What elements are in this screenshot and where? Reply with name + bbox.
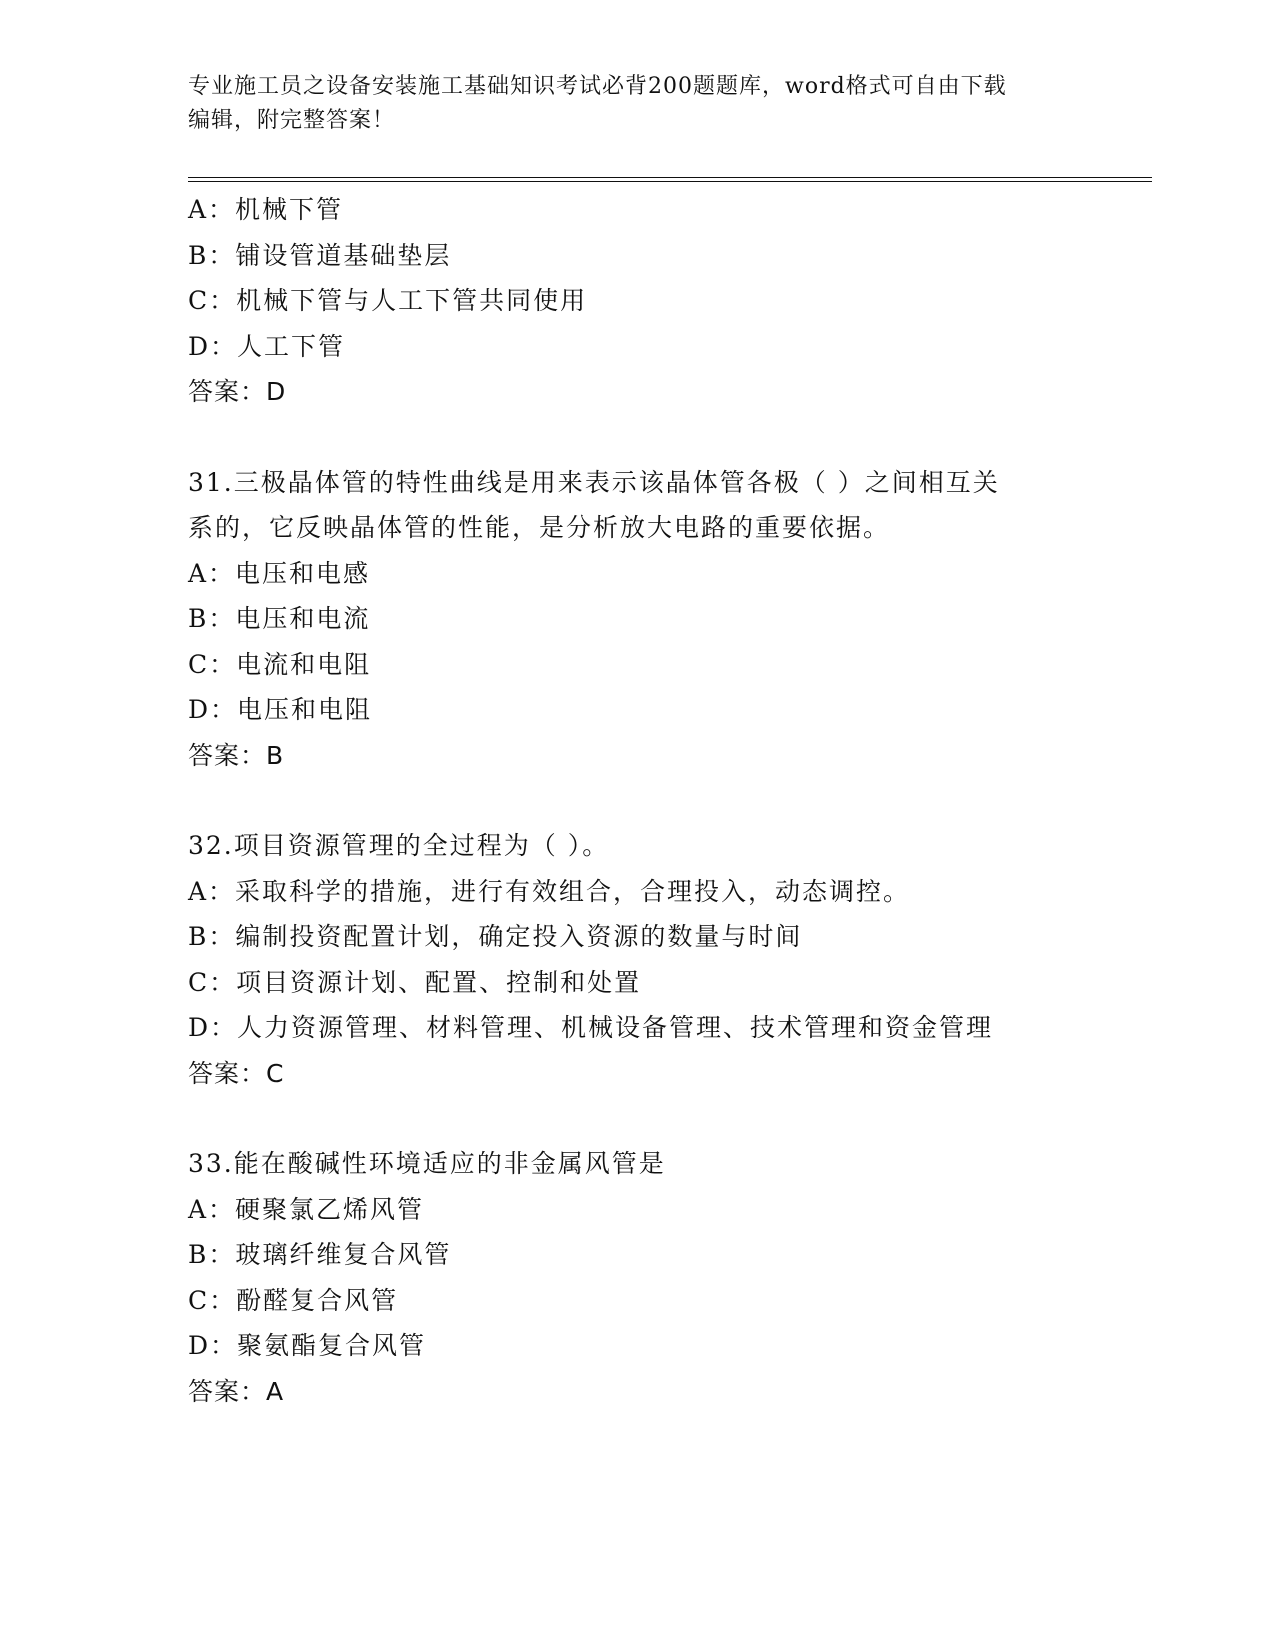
option-c: C：项目资源计划、配置、控制和处置 (188, 967, 642, 997)
answer-line: 答案：A (188, 1376, 285, 1406)
question-title: 31.三极晶体管的特性曲线是用来表示该晶体管各极（ ）之间相互关 (188, 467, 1000, 497)
option-c: C：酚醛复合风管 (188, 1285, 399, 1315)
header-rule-top (188, 177, 1152, 178)
document-header (188, 70, 1088, 138)
option-d: D：聚氨酯复合风管 (188, 1331, 427, 1360)
option-a: A：电压和电感 (188, 558, 371, 588)
option-a: A：硬聚氯乙烯风管 (188, 1194, 425, 1224)
option-a: A：采取科学的措施，进行有效组合，合理投入，动态调控。 (188, 876, 911, 906)
header-line-1: 专业施工员之设备安装施工基础知识考试必背200题题库，word格式可自由下载 (188, 74, 1007, 99)
option-b: B：编制投资配置计划，确定投入资源的数量与时间 (188, 922, 803, 951)
option-d: D：人力资源管理、材料管理、机械设备管理、技术管理和资金管理 (188, 1013, 994, 1042)
question-block-31 (188, 460, 1148, 779)
option-c: C：机械下管与人工下管共同使用 (188, 286, 588, 315)
option-c: C：电流和电阻 (188, 649, 372, 679)
option-b: B：电压和电流 (188, 604, 371, 633)
option-a: A：机械下管 (188, 195, 344, 224)
question-content (188, 187, 1148, 1414)
option-b: B：铺设管道基础垫层 (188, 240, 452, 270)
question-block-33 (188, 1141, 1148, 1414)
option-d: D：电压和电阻 (188, 695, 373, 724)
option-d: D：人工下管 (188, 331, 346, 361)
question-block-30 (188, 187, 1148, 415)
header-rule-bottom (188, 181, 1152, 182)
question-block-32 (188, 823, 1148, 1096)
answer-line: 答案：D (188, 377, 287, 406)
answer-line: 答案：C (188, 1058, 285, 1088)
spacer (188, 778, 1148, 823)
option-b: B：玻璃纤维复合风管 (188, 1240, 452, 1269)
question-title: 32.项目资源管理的全过程为（ ）。 (188, 831, 610, 860)
question-title-continued: 系的，它反映晶体管的性能，是分析放大电路的重要依据。 (188, 513, 891, 542)
spacer (188, 1096, 1148, 1141)
spacer (188, 415, 1148, 460)
answer-line: 答案：B (188, 740, 285, 770)
question-title: 33.能在酸碱性环境适应的非金属风管是 (188, 1149, 666, 1178)
header-line-2: 编辑，附完整答案！ (188, 108, 396, 133)
